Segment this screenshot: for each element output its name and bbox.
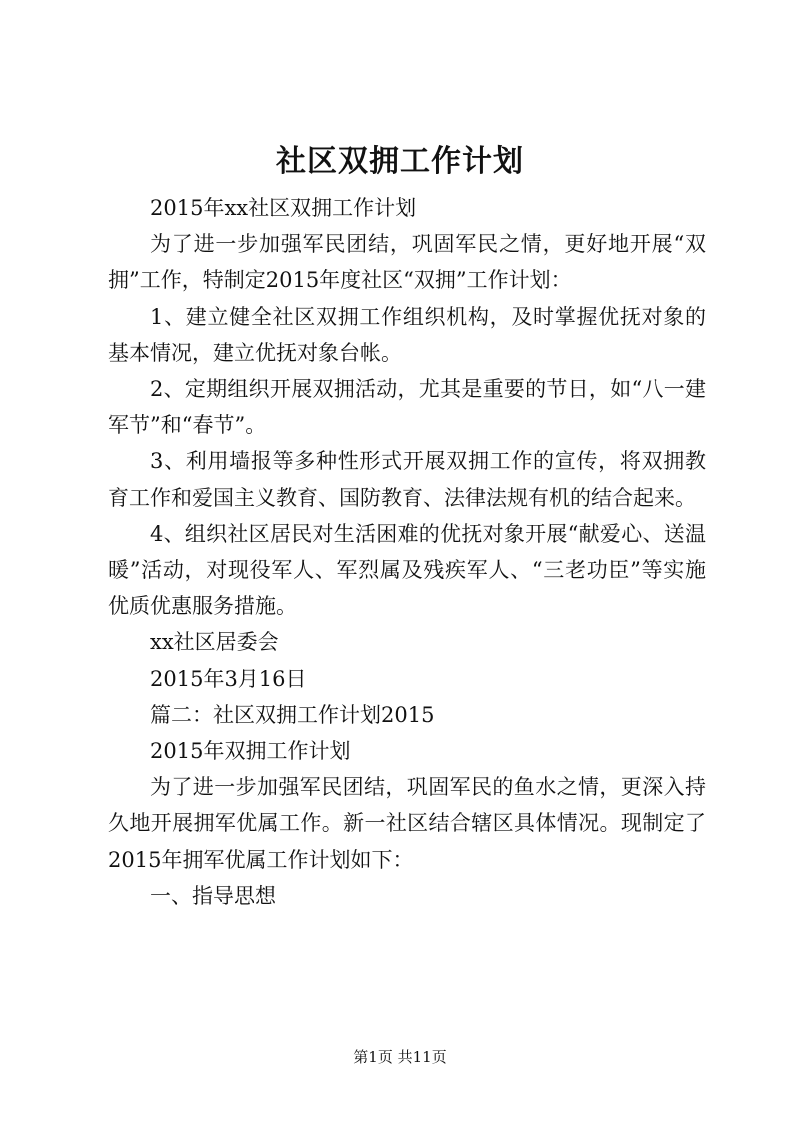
paragraph-intro: 为了进一步加强军民团结，巩固军民之情，更好地开展“双拥”工作，特制定2015年度社区“双拥”工作计划： bbox=[108, 232, 706, 293]
paragraph-part-two-intro: 为了进一步加强军民团结，巩固军民的鱼水之情，更深入持久地开展拥军优属工作。新一社区结合辖区具体情况。现制定了2015年拥军优属工作计划如下： bbox=[108, 775, 706, 872]
paragraph-signature-date: 2015年3月16日 bbox=[150, 666, 307, 691]
paragraph-item-4: 4、组织社区居民对生活困难的优抚对象开展“献爱心、送温暖”活动，对现役军人、军烈属及残疾军人、“三老功臣”等实施优质优惠服务措施。 bbox=[108, 521, 706, 619]
paragraph-signature-org: xx社区居委会 bbox=[150, 630, 279, 655]
paragraph-item-2: 2、定期组织开展双拥活动，尤其是重要的节日，如“八一建军节”和“春节”。 bbox=[108, 377, 706, 438]
paragraph-guiding-thought: 一、指导思想 bbox=[150, 883, 276, 908]
paragraph-item-3: 3、利用墙报等多种性形式开展双拥工作的宣传，将双拥教育工作和爱国主义教育、国防教育、法律法规有机的结合起来。 bbox=[108, 449, 706, 510]
paragraph-plan-title: 2015年双拥工作计划 bbox=[150, 739, 351, 764]
document-title: 社区双拥工作计划 bbox=[276, 144, 524, 179]
paragraph-heading-2015-plan: 2015年xx社区双拥工作计划 bbox=[150, 196, 417, 220]
page-footer: 第1页 共11页 bbox=[353, 1048, 447, 1066]
paragraph-part-two-heading: 篇二：社区双拥工作计划2015 bbox=[150, 702, 435, 727]
paragraph-item-1: 1、建立健全社区双拥工作组织机构，及时掌握优抚对象的基本情况，建立优抚对象台帐。 bbox=[108, 304, 706, 365]
document-body bbox=[108, 190, 706, 914]
